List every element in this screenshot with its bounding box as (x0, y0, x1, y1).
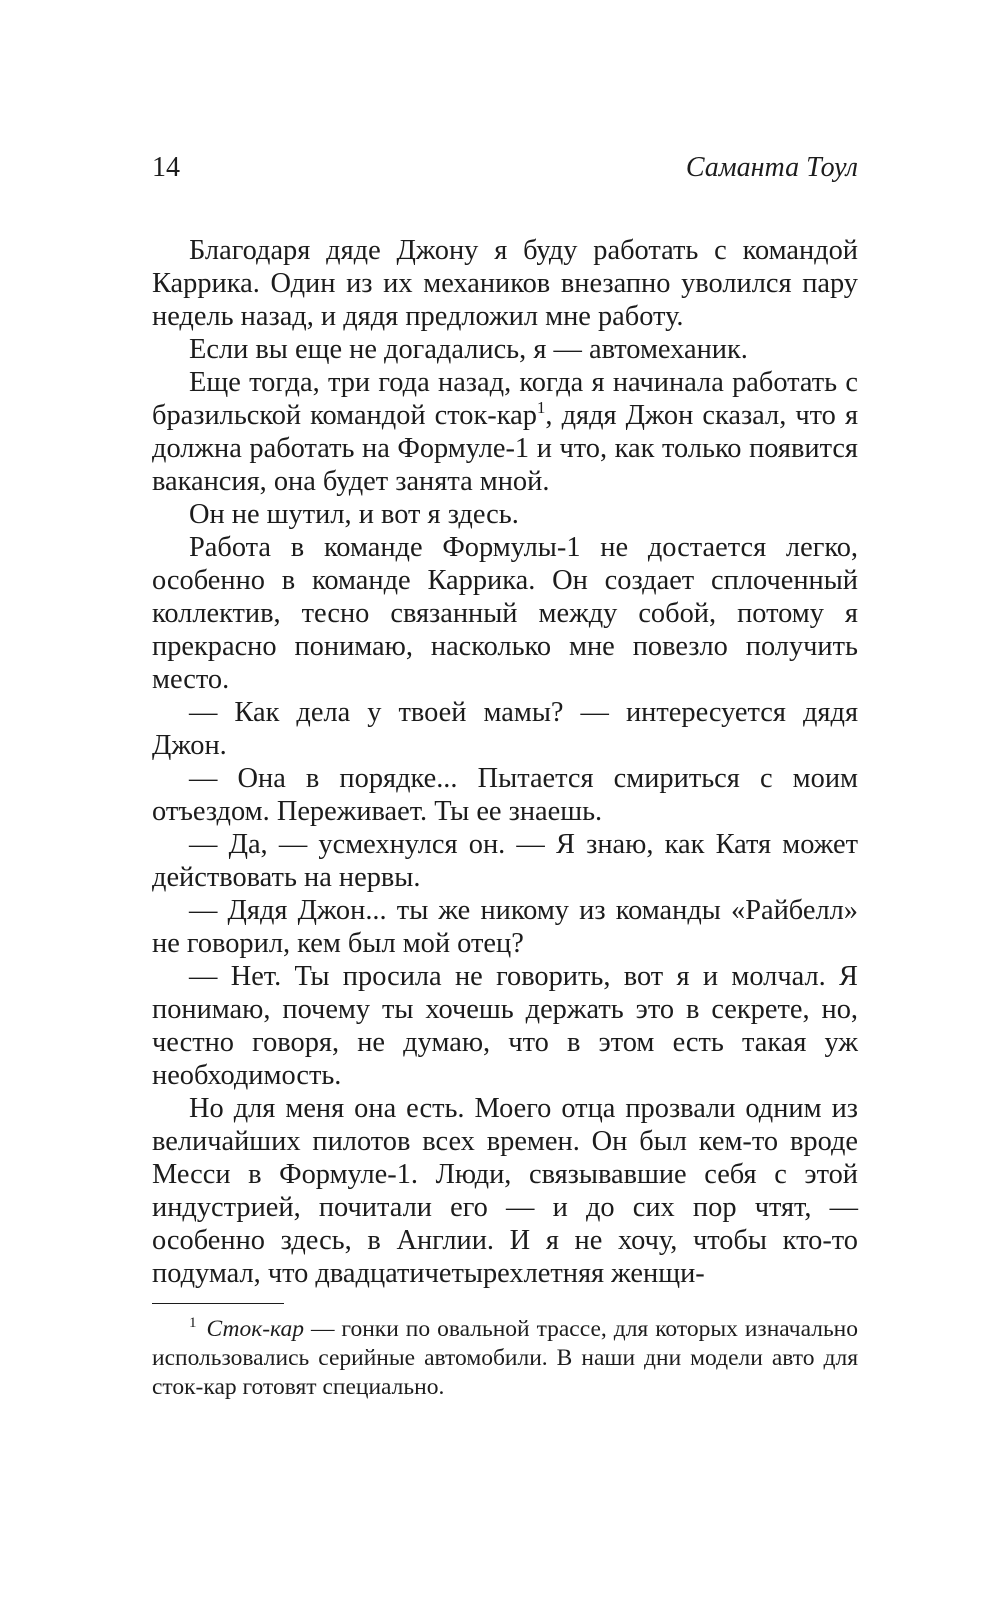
footnote-term: Сток-кар (206, 1316, 304, 1342)
main-text (152, 234, 858, 1290)
footnote-text: — гонки по овальной трассе, для которых изначально использовались серийные автомобили. В наши дни модели авто для сток-кар готовят специально. (152, 1316, 858, 1400)
paragraph: Но для меня она есть. Моего отца прозвали одним из величайших пилотов всех времен. Он был кем-то вроде Месси в Формуле-1. Люди, связывавшие себя с этой индустрией, почитали его — и до сих пор чтят, — особенно здесь, в Англии. И я не хочу, чтобы кто-то подумал, что двадцатичетырехлетняя женщи- (152, 1093, 858, 1289)
paragraph: Работа в команде Формулы-1 не достается легко, особенно в команде Каррика. Он создает сплоченный коллектив, тесно связанный между собой, потому я прекрасно понимаю, насколько мне повезло получить место. (152, 532, 858, 695)
running-head (152, 148, 858, 188)
paragraph: Если вы еще не догадались, я — автомеханик. (189, 334, 748, 365)
running-title: Саманта Тоул (685, 152, 858, 183)
footnote-paragraph (152, 1315, 858, 1402)
dialogue-line: — Дядя Джон... ты же никому из команды «Райбелл» не говорил, кем был мой отец? (152, 895, 858, 959)
paragraph-text: Еще тогда, три года назад, когда я начинала работать с бразильской командой сток-кар (152, 367, 858, 431)
paragraph: Благодаря дяде Джону я буду работать с командой Каррика. Один из их механиков внезапно уволился пару недель назад, и дядя предложил мне работу. (152, 235, 858, 332)
dialogue-line: — Нет. Ты просила не говорить, вот я и молчал. Я понимаю, почему ты хочешь держать это в секрете, но, честно говоря, не думаю, что в этом есть такая уж необходимость. (152, 961, 858, 1091)
paragraph-text: , дядя Джон сказал, что я должна работать на Формуле-1 и что, как только появится вакансия, она будет занята мной. (152, 400, 859, 497)
footnote-mark: 1 (189, 1315, 197, 1331)
paragraph: Он не шутил, и вот я здесь. (189, 499, 519, 530)
page-number: 14 (152, 152, 180, 183)
dialogue-line: — Как дела у твоей мамы? — интересуется дядя Джон. (152, 697, 858, 761)
paragraph (152, 366, 858, 498)
dialogue-line: — Она в порядке... Пытается смириться с моим отъездом. Переживает. Ты ее знаешь. (152, 763, 858, 827)
footnote-divider (152, 1303, 284, 1304)
footnote (152, 1315, 858, 1402)
footnote-reference: 1 (536, 398, 546, 417)
dialogue-line: — Да, — усмехнулся он. — Я знаю, как Катя может действовать на нервы. (152, 829, 858, 893)
